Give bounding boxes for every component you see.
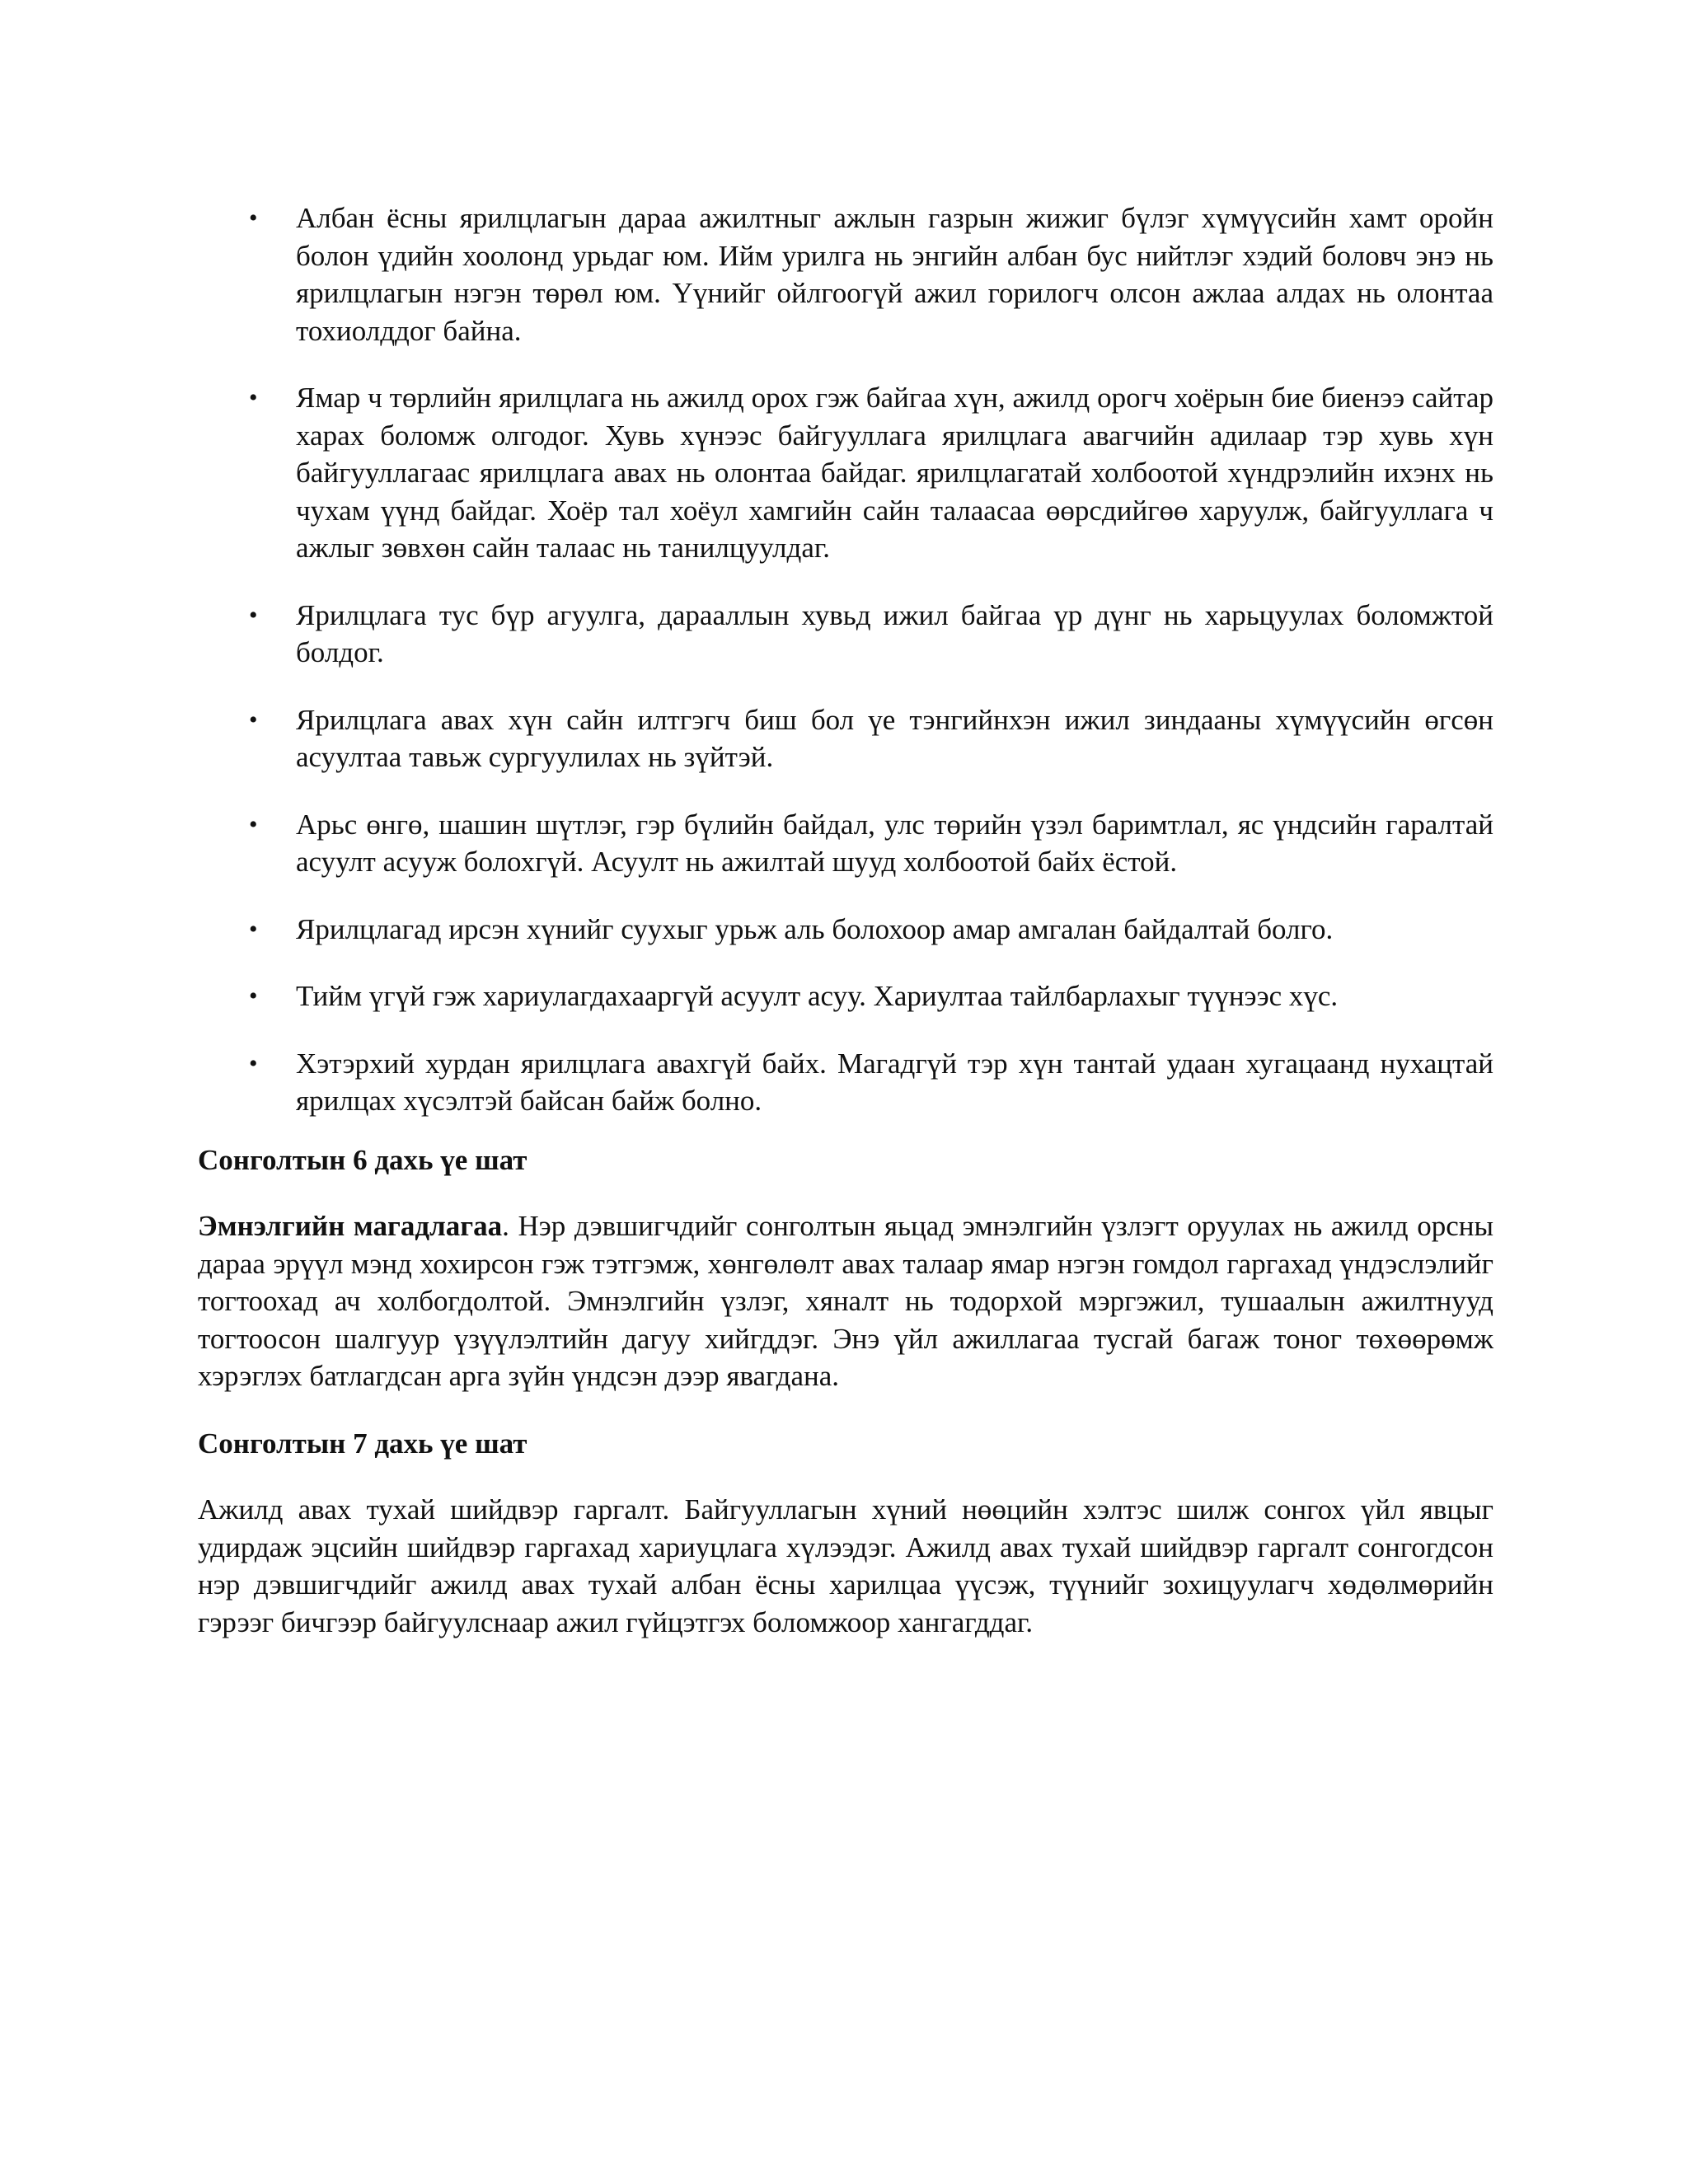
stage6-heading: Сонголтын 6 дахь үе шат — [198, 1143, 528, 1176]
list-item-text: Ярилцлага тус бүр агуулга, дарааллын хувьд ижил байгаа үр дүнг нь харьцуулах боломжтой болдог. — [296, 598, 1493, 668]
list-item-text: Албан ёсны ярилцлагын дараа ажилтныг ажлын газрын жижиг бүлэг хүмүүсийн хамт оройн болон үдийн хоолонд урьдаг юм. Ийм урилга нь энгийн албан бус нийтлэг хэдий боловч энэ нь ярилцлагын нэгэн төрөл юм. Үүнийг ойлгоогүй ажил горилогч олсон ажлаа алдах нь олонтаа тохиолддог байна. — [296, 202, 1493, 347]
list-item-text: Ярилцлагад ирсэн хүнийг суухыг урьж аль болохоор амар амгалан байдалтай болго. — [296, 912, 1334, 945]
list-item-text: Ямар ч төрлийн ярилцлага нь ажилд орох гэж байгаа хүн, ажилд орогч хоёрын бие биенээ сайтар харах боломж олгодог. Хувь хүнээс байгууллага ярилцлага авагчийн адилаар тэр хувь хүн байгууллагаас ярилцлага авах нь олонтаа байдаг. ярилцлагатай холбоотой хүндрэлийн ихэнх нь чухам үүнд байдаг. Хоёр тал хоёул хамгийн сайн талаасаа өөрсдийгөө харуулж, байгууллага ч ажлыг зөвхөн сайн талаас нь танилцуулдаг. — [296, 382, 1493, 564]
bullet-icon: • — [249, 1049, 258, 1077]
list-item — [198, 199, 1493, 349]
stage6-body: . Нэр дэвшигчдийг сонголтын яьцад эмнэлгийн үзлэгт оруулах нь ажилд орсны дараа эрүүл мэнд хохирсон гэж тэтгэмж, хөнгөлөлт авах талаар ямар нэгэн гомдол гаргахад үндэслэлийг тогтоохад ач холбогдолтой. Эмнэлгийн үзлэг, хяналт нь тодорхой мэргэжил, тушаалын ажилтнууд тогтоосон шалгуур үзүүлэлтийн дагуу хийгддэг. Энэ үйл ажиллагаа тусгай багаж тоног төхөөрөмж хэрэглэх батлагдсан арга зүйн үндсэн дээр явагдана. — [198, 1210, 1493, 1392]
document-page — [198, 199, 1493, 1671]
list-item-text: Арьс өнгө, шашин шүтлэг, гэр бүлийн байдал, улс төрийн үзэл баримтлал, яс үндсийн гаралтай асуулт асууж болохгүй. Асуулт нь ажилтай шууд холбоотой байх ёстой. — [296, 808, 1493, 878]
list-item-text: Тийм үгүй гэж хариулагдахааргүй асуулт асуу. Хариултаа тайлбарлахыг түүнээс хүс. — [296, 980, 1339, 1012]
bullet-icon: • — [249, 915, 258, 943]
bullet-icon: • — [249, 810, 258, 838]
list-item — [198, 806, 1493, 881]
list-item — [198, 701, 1493, 776]
stage6-paragraph — [198, 1207, 1493, 1395]
list-item — [198, 1045, 1493, 1120]
stage7-paragraph: Ажилд авах тухай шийдвэр гаргалт. Байгууллагын хүний нөөцийн хэлтэс шилж сонгох үйл явцыг удирдаж эцсийн шийдвэр гаргахад хариуцлага хүлээдэг. Ажилд авах тухай шийдвэр гаргалт сонгогдсон нэр дэвшигчдийг ажилд авах тухай албан ёсны харилцаа үүсэж, түүнийг зохицуулагч хөдөлмөрийн гэрээг бичгээр байгуулснаар ажил гүйцэтгэх боломжоор хангагддаг. — [198, 1493, 1493, 1638]
bullet-icon: • — [249, 204, 258, 232]
list-item — [198, 597, 1493, 672]
stage7-heading: Сонголтын 7 дахь үе шат — [198, 1427, 528, 1460]
list-item — [198, 977, 1493, 1015]
bullet-icon: • — [249, 384, 258, 411]
bullet-list — [198, 199, 1493, 1120]
list-item — [198, 379, 1493, 567]
bullet-icon: • — [249, 705, 258, 733]
stage6-lead-bold: Эмнэлгийн магадлагаа — [198, 1210, 503, 1242]
list-item — [198, 911, 1493, 949]
list-item-text: Ярилцлага авах хүн сайн илтгэгч биш бол үе тэнгийнхэн ижил зиндааны хүмүүсийн өгсөн асуултаа тавьж сургуулилах нь зүйтэй. — [296, 703, 1493, 773]
list-item-text: Хэтэрхий хурдан ярилцлага авахгүй байх. Магадгүй тэр хүн тантай удаан хугацаанд нухацтай ярилцах хүсэлтэй байсан байж болно. — [296, 1047, 1493, 1117]
bullet-icon: • — [249, 601, 258, 629]
bullet-icon: • — [249, 982, 258, 1010]
